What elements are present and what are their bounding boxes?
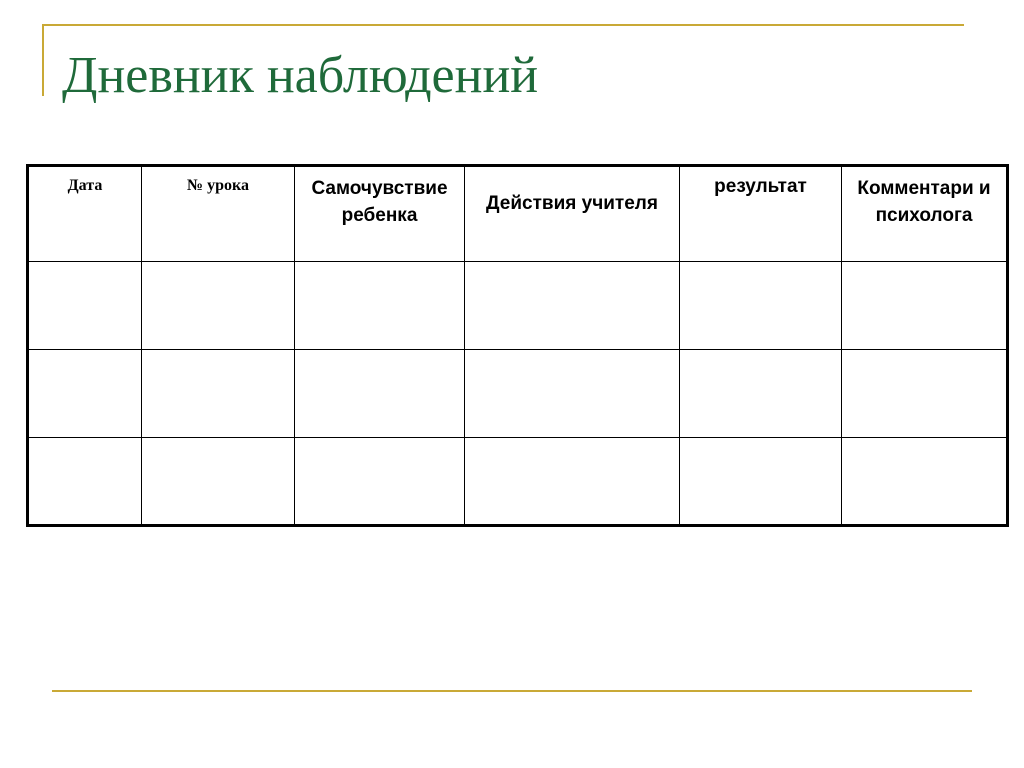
table-cell[interactable] [142, 438, 295, 526]
left-accent-rule [42, 24, 44, 96]
table-cell[interactable] [28, 262, 142, 350]
table-cell[interactable] [680, 350, 842, 438]
page-title: Дневник наблюдений [62, 47, 539, 104]
table-cell[interactable] [680, 438, 842, 526]
table-cell[interactable] [295, 438, 465, 526]
table-cell[interactable] [28, 438, 142, 526]
table-cell[interactable] [680, 262, 842, 350]
observation-diary-table [26, 164, 1009, 527]
table-cell[interactable] [465, 350, 680, 438]
top-accent-rule [42, 24, 964, 26]
table-cell[interactable] [465, 262, 680, 350]
table-cell[interactable] [465, 438, 680, 526]
table-cell[interactable] [295, 350, 465, 438]
header-date: Дата [28, 166, 142, 262]
header-lesson-number: № урока [142, 166, 295, 262]
table-row [28, 438, 1008, 526]
bottom-accent-rule [52, 690, 972, 692]
header-child-wellbeing: Самочувствие ребенка [295, 166, 465, 262]
table-row [28, 262, 1008, 350]
table-cell[interactable] [28, 350, 142, 438]
table-header-row [28, 166, 1008, 262]
table-cell[interactable] [142, 262, 295, 350]
table-cell[interactable] [295, 262, 465, 350]
table-cell[interactable] [842, 262, 1008, 350]
table-cell[interactable] [842, 438, 1008, 526]
table-cell[interactable] [142, 350, 295, 438]
header-psychologist-comments: Комментари и психолога [842, 166, 1008, 262]
header-teacher-actions: Действия учителя [465, 166, 680, 262]
table-row [28, 350, 1008, 438]
table-cell[interactable] [842, 350, 1008, 438]
header-result: результат [680, 166, 842, 262]
